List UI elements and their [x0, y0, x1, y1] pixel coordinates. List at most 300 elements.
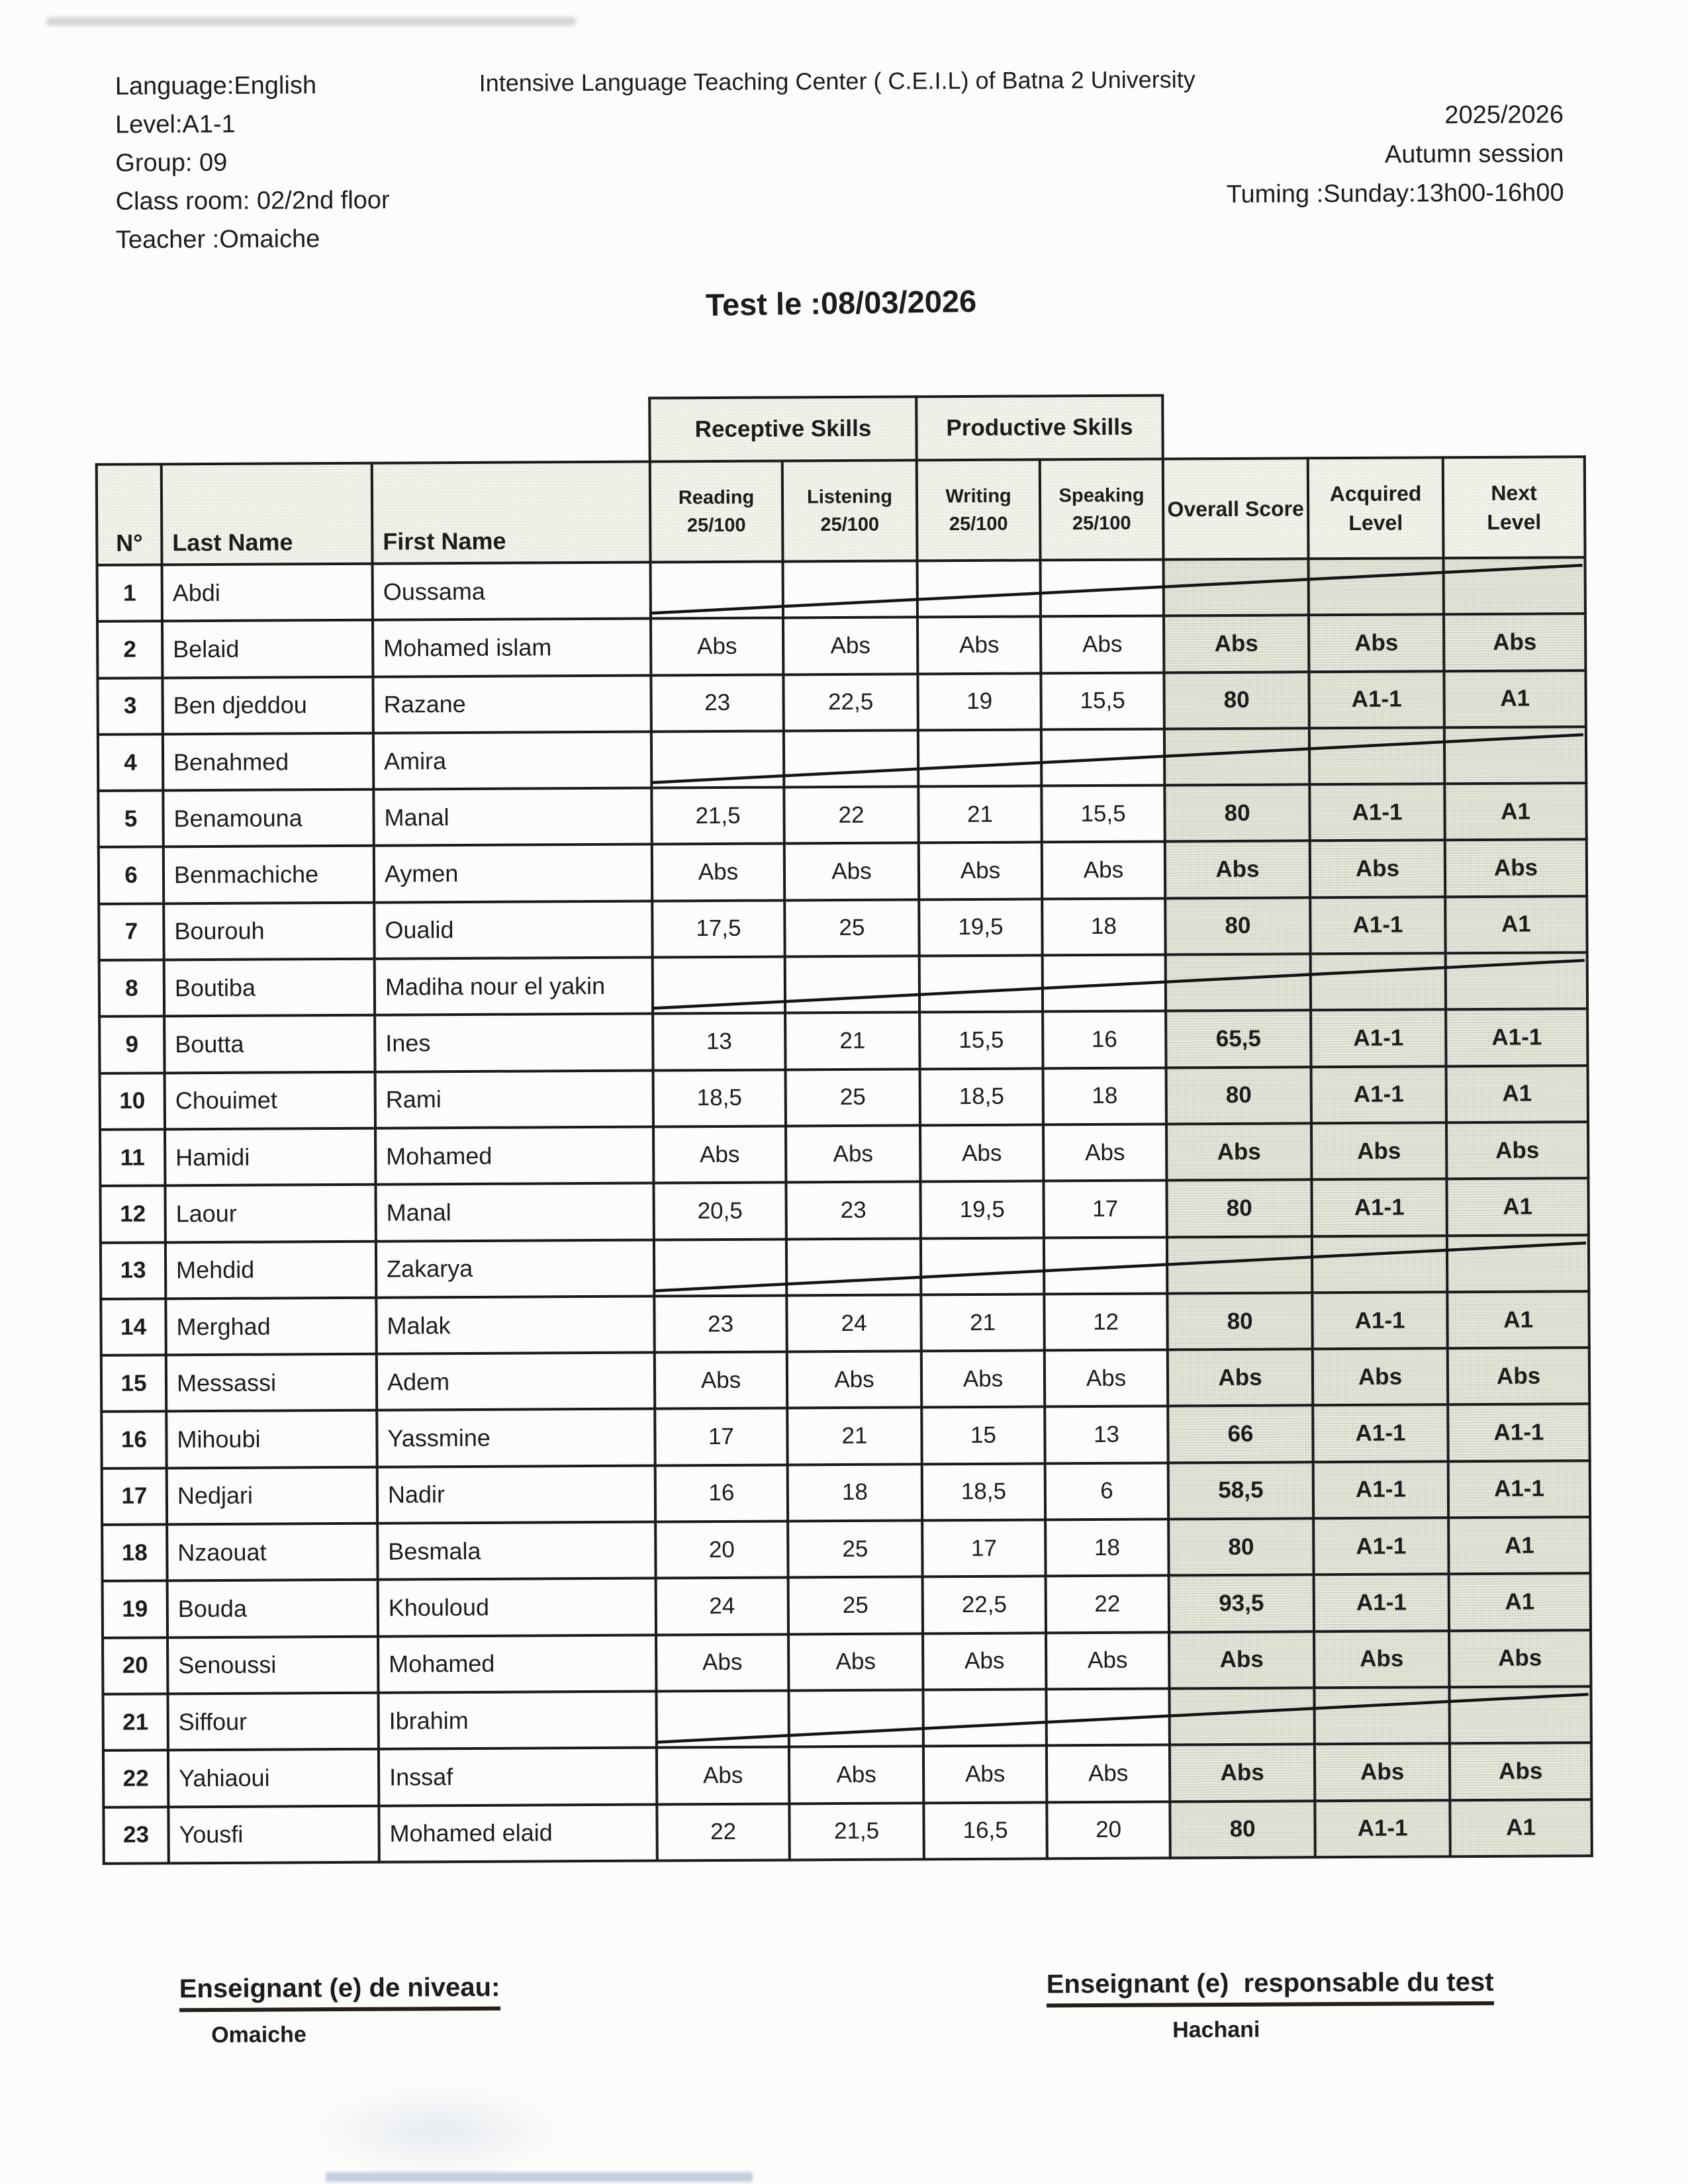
results-table-grid	[95, 392, 1593, 1865]
cell-n: 17	[102, 1468, 167, 1525]
cell-acquired	[1312, 1236, 1447, 1293]
cell-next	[1447, 1235, 1589, 1292]
cell-next	[1444, 557, 1585, 614]
cell-n: 16	[101, 1412, 166, 1469]
cell-n: 22	[103, 1751, 168, 1807]
cell-last: Boutiba	[164, 959, 375, 1017]
table-row	[99, 952, 1587, 1017]
column-header-listening-scale: 25/100	[820, 514, 880, 536]
cell-writing	[919, 956, 1043, 1013]
cell-first: Mohamed elaid	[379, 1804, 657, 1862]
cell-n: 13	[101, 1242, 165, 1299]
cell-acquired: Abs	[1309, 615, 1444, 672]
column-header-overall-score: Overall Score	[1163, 458, 1309, 559]
cell-acquired: A1-1	[1313, 1405, 1448, 1462]
cell-next: Abs	[1445, 840, 1587, 897]
classroom-line: Class room: 02/2nd floor	[115, 186, 390, 216]
cell-next: Abs	[1448, 1347, 1589, 1404]
cell-reading	[654, 1239, 786, 1296]
column-header-writing-label: Writing	[945, 485, 1011, 508]
cell-speaking: Abs	[1041, 616, 1164, 673]
cell-reading: 16	[655, 1465, 788, 1522]
cell-overall: Abs	[1170, 1745, 1315, 1801]
cell-reading: Abs	[653, 1126, 786, 1183]
table-row	[101, 1291, 1589, 1355]
cell-writing: 18,5	[922, 1463, 1045, 1520]
cell-reading: 17,5	[652, 900, 784, 957]
cell-speaking: Abs	[1043, 1124, 1166, 1181]
cell-speaking: 22	[1046, 1576, 1169, 1633]
band-spacer-right	[1162, 393, 1585, 459]
cell-acquired	[1314, 1687, 1449, 1744]
cell-acquired: A1-1	[1314, 1574, 1449, 1631]
cell-reading: Abs	[657, 1747, 789, 1804]
table-row	[100, 1122, 1588, 1186]
cell-listening: Abs	[789, 1747, 923, 1803]
cell-overall: 80	[1164, 672, 1309, 729]
class-info-block	[115, 66, 390, 259]
results-table-body	[97, 557, 1592, 1864]
cell-reading: Abs	[655, 1352, 787, 1409]
cell-overall: Abs	[1169, 1631, 1314, 1688]
cell-n: 2	[97, 621, 162, 678]
cell-acquired: A1-1	[1311, 1010, 1446, 1067]
column-header-reading-scale: 25/100	[686, 514, 746, 537]
table-row	[103, 1799, 1591, 1864]
cell-speaking: Abs	[1047, 1745, 1170, 1802]
cell-speaking: Abs	[1042, 842, 1165, 899]
cell-acquired	[1311, 953, 1446, 1010]
band-receptive-skills: Receptive Skills	[649, 396, 917, 461]
cell-last: Merghad	[165, 1298, 376, 1355]
cell-listening	[788, 1690, 923, 1747]
cell-last: Mehdid	[165, 1241, 376, 1298]
cell-overall: Abs	[1168, 1349, 1313, 1406]
academic-year-line: 2025/2026	[1444, 101, 1564, 130]
cell-writing: 19,5	[920, 1181, 1043, 1238]
cell-overall: 80	[1165, 897, 1310, 954]
column-header-reading-label: Reading	[678, 486, 755, 509]
cell-overall: 66	[1168, 1406, 1313, 1463]
cell-writing: 19,5	[919, 899, 1042, 956]
cell-reading: Abs	[652, 844, 784, 901]
cell-first: Oualid	[374, 901, 652, 958]
language-line: Language:English	[115, 71, 317, 101]
cell-next: A1-1	[1446, 1009, 1587, 1066]
cell-first: Inssaf	[379, 1748, 657, 1805]
cell-acquired: Abs	[1314, 1631, 1449, 1688]
cell-writing: 15	[921, 1407, 1045, 1464]
institution-title: Intensive Language Teaching Center ( C.E.I.L) of Batna 2 University	[479, 66, 1196, 97]
cell-acquired: A1-1	[1309, 671, 1444, 728]
cell-listening	[784, 730, 918, 787]
cell-listening: 25	[788, 1577, 923, 1634]
cell-writing: 15,5	[919, 1012, 1043, 1069]
column-header-next-level	[1443, 457, 1585, 558]
cell-next	[1449, 1686, 1591, 1743]
cell-n: 6	[99, 847, 164, 904]
cell-next: A1-1	[1448, 1461, 1590, 1518]
cell-writing	[917, 560, 1041, 617]
cell-reading: 18,5	[653, 1069, 786, 1126]
column-header-next-level-label: Next Level	[1487, 480, 1542, 534]
table-row	[103, 1743, 1591, 1807]
cell-overall: 80	[1167, 1293, 1312, 1349]
cell-first: Aymen	[374, 844, 652, 902]
cell-overall: 80	[1166, 1180, 1311, 1237]
cell-speaking: 17	[1043, 1181, 1166, 1238]
table-row	[102, 1517, 1590, 1581]
cell-first: Ibrahim	[378, 1691, 656, 1749]
cell-n: 20	[103, 1637, 167, 1694]
table-row	[103, 1686, 1591, 1751]
cell-speaking: Abs	[1046, 1632, 1169, 1689]
cell-first: Zakarya	[376, 1240, 654, 1297]
cell-listening: 25	[786, 1069, 920, 1126]
cell-overall	[1170, 1688, 1315, 1745]
cell-next: Abs	[1450, 1743, 1591, 1799]
test-responsible-label: Enseignant (e) responsable du test	[1047, 1968, 1494, 2008]
cell-n: 1	[97, 565, 162, 621]
cell-acquired	[1309, 558, 1444, 615]
cell-last: Belaid	[162, 620, 373, 678]
cell-speaking: 12	[1044, 1293, 1167, 1350]
cell-last: Yousfi	[168, 1805, 379, 1863]
cell-overall	[1164, 559, 1309, 615]
table-row	[98, 727, 1586, 791]
band-productive-skills: Productive Skills	[916, 395, 1162, 460]
column-header-acquired-level	[1308, 457, 1444, 559]
cell-listening	[783, 561, 917, 617]
cell-speaking	[1044, 1237, 1167, 1294]
cell-n: 10	[100, 1073, 165, 1130]
level-line: Level:A1-1	[115, 110, 236, 139]
cell-listening	[786, 1238, 921, 1295]
cell-first: Manal	[373, 788, 651, 846]
scan-smudge-bottom-bar	[326, 2172, 753, 2182]
cell-overall: 58,5	[1168, 1462, 1313, 1519]
cell-last: Ben djeddou	[162, 676, 373, 734]
cell-last: Messassi	[166, 1354, 377, 1412]
cell-overall: 93,5	[1169, 1575, 1314, 1632]
cell-next: A1	[1445, 896, 1587, 953]
cell-next: A1	[1446, 1178, 1588, 1235]
cell-n: 18	[102, 1524, 167, 1581]
cell-next: A1	[1444, 783, 1586, 840]
scan-smudge-top	[46, 17, 576, 26]
table-row	[97, 670, 1585, 735]
cell-speaking: 18	[1045, 1519, 1168, 1576]
cell-first: Razane	[373, 675, 651, 733]
table-row	[101, 1347, 1589, 1412]
cell-first: Madiha nour el yakin	[375, 958, 653, 1015]
cell-first: Adem	[377, 1353, 655, 1410]
cell-speaking: 18	[1043, 1068, 1166, 1124]
cell-first: Khouloud	[378, 1578, 656, 1636]
cell-reading: 21,5	[651, 788, 784, 844]
cell-first: Amira	[373, 731, 651, 789]
cell-speaking	[1041, 559, 1164, 616]
table-row	[103, 1630, 1591, 1694]
cell-writing	[921, 1238, 1044, 1295]
cell-last: Benmachiche	[164, 846, 374, 903]
cell-acquired: A1-1	[1313, 1518, 1448, 1574]
cell-acquired: Abs	[1310, 841, 1445, 897]
cell-last: Hamidi	[165, 1128, 375, 1186]
cell-writing: 17	[922, 1520, 1045, 1576]
cell-listening: 21	[785, 1013, 919, 1069]
column-header-reading	[650, 461, 783, 562]
column-header-speaking	[1040, 459, 1164, 560]
level-teacher-block	[179, 1973, 500, 2049]
column-header-listening-label: Listening	[807, 486, 893, 508]
cell-next: Abs	[1449, 1630, 1591, 1687]
cell-reading: 23	[651, 674, 783, 731]
cell-writing: Abs	[920, 1124, 1043, 1181]
cell-next: A1	[1446, 1066, 1588, 1122]
cell-writing: Abs	[923, 1633, 1046, 1690]
column-header-listening	[782, 460, 917, 561]
cell-overall: Abs	[1165, 841, 1310, 898]
cell-overall	[1167, 1236, 1312, 1293]
cell-reading: 17	[655, 1408, 787, 1465]
table-row	[103, 1573, 1591, 1637]
cell-writing: Abs	[919, 842, 1042, 899]
cell-acquired: Abs	[1315, 1743, 1450, 1800]
cell-reading: Abs	[656, 1634, 788, 1691]
cell-first: Mohamed	[375, 1126, 653, 1184]
cell-last: Benahmed	[163, 733, 373, 791]
cell-reading: 22	[657, 1803, 789, 1860]
session-line: Autumn session	[1384, 140, 1564, 169]
table-row	[100, 1066, 1588, 1130]
timing-line: Tuming :Sunday:13h00-16h00	[1226, 179, 1564, 208]
cell-n: 19	[103, 1581, 167, 1638]
cell-n: 11	[100, 1129, 165, 1186]
scan-smudge-bottom-blob	[311, 2085, 563, 2177]
cell-writing: Abs	[923, 1746, 1047, 1803]
cell-first: Mohamed islam	[373, 619, 651, 676]
cell-speaking	[1047, 1688, 1170, 1745]
cell-n: 12	[100, 1186, 165, 1243]
cell-first: Oussama	[373, 563, 651, 620]
cell-reading: 20	[655, 1522, 788, 1578]
cell-acquired	[1309, 727, 1444, 784]
cell-writing: 21	[918, 786, 1041, 843]
cell-n: 23	[103, 1807, 168, 1864]
cell-next: A1	[1450, 1799, 1591, 1856]
table-row	[97, 614, 1585, 678]
table-row	[101, 1404, 1589, 1469]
cell-n: 15	[101, 1355, 166, 1412]
cell-listening: Abs	[783, 617, 917, 674]
cell-acquired: A1-1	[1315, 1800, 1450, 1857]
cell-acquired: Abs	[1311, 1122, 1446, 1179]
column-header-last-name: Last Name	[162, 463, 373, 565]
cell-writing: 16,5	[923, 1802, 1047, 1859]
cell-overall	[1166, 954, 1311, 1011]
cell-first: Manal	[375, 1183, 653, 1241]
cell-last: Bouda	[167, 1580, 378, 1637]
cell-last: Benamouna	[163, 790, 373, 847]
cell-first: Besmala	[377, 1522, 655, 1580]
teacher-line: Teacher :Omaiche	[115, 225, 320, 254]
cell-reading	[656, 1690, 788, 1747]
cell-next: Abs	[1444, 614, 1585, 670]
cell-n: 14	[101, 1298, 165, 1355]
cell-overall	[1164, 728, 1309, 785]
column-header-n: N°	[97, 464, 162, 565]
cell-acquired: A1-1	[1310, 897, 1445, 954]
cell-n: 21	[103, 1694, 167, 1751]
cell-writing: 22,5	[923, 1576, 1046, 1633]
cell-listening: 22,5	[783, 674, 917, 731]
test-title: Test le :08/03/2026	[705, 283, 977, 323]
cell-last: Boutta	[164, 1015, 375, 1073]
band-spacer-left	[96, 398, 650, 465]
cell-last: Senoussi	[167, 1636, 378, 1694]
cell-last: Siffour	[167, 1693, 378, 1751]
cell-reading: 13	[653, 1013, 785, 1070]
cell-listening: 22	[784, 787, 918, 844]
cell-listening: 25	[788, 1520, 922, 1577]
cell-speaking: 18	[1042, 898, 1165, 955]
cell-acquired: A1-1	[1313, 1461, 1448, 1518]
cell-acquired: A1-1	[1309, 784, 1444, 841]
cell-acquired: A1-1	[1311, 1066, 1446, 1123]
cell-last: Mihoubi	[166, 1410, 377, 1468]
table-row	[99, 896, 1587, 960]
cell-listening: 21	[787, 1408, 921, 1465]
cell-acquired: A1-1	[1312, 1292, 1447, 1349]
cell-overall: 80	[1170, 1801, 1315, 1858]
cell-writing: 21	[921, 1294, 1044, 1351]
cell-speaking: 20	[1047, 1801, 1170, 1858]
cell-speaking: Abs	[1045, 1350, 1168, 1407]
cell-n: 4	[98, 734, 163, 791]
cell-overall: 80	[1164, 785, 1309, 842]
cell-next	[1446, 952, 1587, 1009]
cell-writing: 18,5	[920, 1068, 1043, 1125]
cell-last: Bourouh	[164, 902, 374, 960]
cell-speaking	[1041, 729, 1164, 786]
table-row	[102, 1461, 1590, 1525]
column-header-writing	[917, 459, 1041, 561]
cell-overall: 80	[1168, 1518, 1313, 1575]
cell-next: A1-1	[1448, 1404, 1589, 1461]
level-teacher-name: Omaiche	[211, 2022, 306, 2048]
cell-n: 3	[97, 678, 162, 735]
table-row	[100, 1178, 1588, 1242]
cell-last: Nedjari	[167, 1467, 377, 1524]
table-row	[97, 557, 1585, 621]
table-row	[99, 840, 1587, 904]
skills-band-row	[96, 393, 1585, 465]
cell-reading	[651, 561, 783, 618]
cell-speaking: 13	[1045, 1406, 1168, 1463]
cell-acquired: A1-1	[1311, 1179, 1446, 1236]
cell-next: Abs	[1446, 1122, 1588, 1179]
cell-listening: 21,5	[789, 1803, 923, 1860]
cell-writing	[918, 729, 1041, 786]
cell-last: Chouimet	[165, 1071, 375, 1129]
cell-speaking: 15,5	[1041, 672, 1164, 729]
cell-overall: 80	[1166, 1067, 1311, 1124]
cell-writing	[923, 1689, 1047, 1746]
cell-first: Yassmine	[377, 1409, 655, 1467]
cell-speaking: 16	[1043, 1011, 1166, 1068]
cell-n: 9	[99, 1017, 164, 1073]
cell-next: A1	[1444, 670, 1585, 727]
cell-listening: 25	[784, 899, 919, 956]
column-header-row	[97, 457, 1585, 565]
cell-next	[1444, 727, 1586, 784]
cell-speaking: 15,5	[1041, 786, 1164, 842]
cell-first: Malak	[376, 1296, 654, 1353]
cell-first: Ines	[375, 1014, 653, 1071]
column-header-writing-scale: 25/100	[949, 513, 1008, 535]
cell-writing: 19	[917, 673, 1041, 730]
cell-n: 5	[98, 791, 163, 848]
cell-acquired: Abs	[1313, 1348, 1448, 1405]
cell-overall: 65,5	[1166, 1011, 1311, 1068]
table-row	[101, 1235, 1589, 1299]
cell-speaking: 6	[1045, 1463, 1168, 1520]
cell-listening: Abs	[788, 1633, 923, 1690]
cell-last: Laour	[165, 1185, 375, 1242]
cell-reading	[651, 731, 784, 788]
cell-n: 8	[99, 960, 164, 1017]
cell-next: A1	[1447, 1291, 1589, 1348]
cell-listening: 24	[786, 1295, 921, 1351]
cell-writing: Abs	[921, 1351, 1045, 1408]
cell-first: Nadir	[377, 1465, 655, 1523]
cell-overall: Abs	[1164, 615, 1309, 672]
cell-reading: 24	[656, 1578, 788, 1635]
cell-reading: 23	[654, 1295, 786, 1352]
cell-listening	[785, 956, 919, 1013]
cell-listening: Abs	[786, 1125, 920, 1182]
cell-last: Yahiaoui	[168, 1749, 379, 1807]
cell-reading	[653, 957, 785, 1014]
cell-overall: Abs	[1166, 1123, 1311, 1180]
session-info-block	[1226, 95, 1564, 214]
column-header-acquired-level-label: Acquired Level	[1329, 481, 1422, 535]
cell-listening: 18	[788, 1464, 922, 1521]
cell-listening: 23	[786, 1182, 920, 1239]
cell-writing: Abs	[917, 617, 1041, 674]
cell-next: A1	[1448, 1517, 1590, 1574]
table-row	[98, 783, 1586, 847]
cell-first: Rami	[375, 1070, 653, 1128]
cell-reading: Abs	[651, 618, 783, 675]
table-row	[99, 1009, 1587, 1073]
level-teacher-label: Enseignant (e) de niveau:	[179, 1973, 500, 2013]
cell-listening: Abs	[784, 843, 919, 900]
test-responsible-name: Hachani	[1172, 2017, 1260, 2043]
group-line: Group: 09	[115, 148, 228, 177]
column-header-speaking-label: Speaking	[1058, 484, 1145, 507]
column-header-speaking-scale: 25/100	[1072, 512, 1131, 535]
cell-n: 7	[99, 903, 164, 960]
cell-listening: Abs	[787, 1351, 921, 1408]
cell-first: Mohamed	[378, 1635, 656, 1692]
cell-last: Nzaouat	[167, 1524, 377, 1581]
test-responsible-block	[1047, 1968, 1494, 2044]
cell-last: Abdi	[162, 564, 373, 621]
column-header-first-name: First Name	[372, 462, 651, 564]
cell-next: A1	[1449, 1573, 1591, 1630]
